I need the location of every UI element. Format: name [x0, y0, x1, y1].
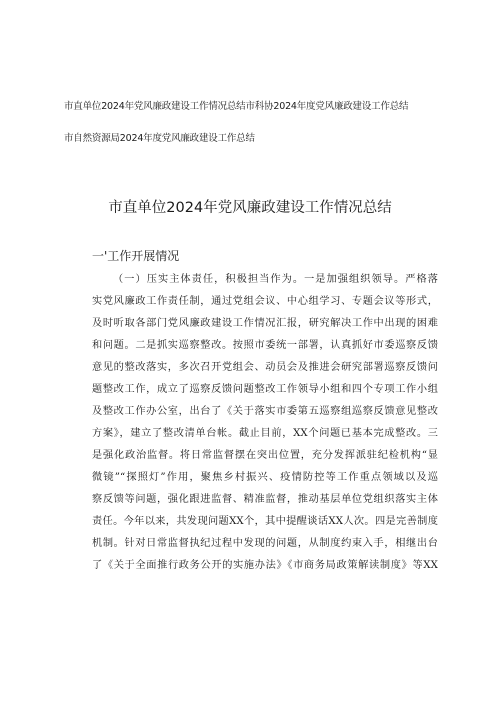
body-line: 是强化政治监督。将日常监督摆在突出位置，充分发挥派驻纪检机构“显 — [92, 450, 438, 461]
section-heading: 一'工作开展情况 — [92, 249, 180, 263]
body-line: 及时听取各部门党风廉政建设工作情况汇报，研究解决工作中出现的困难 — [92, 318, 438, 329]
body-line: 意见的整改落实，多次召开党组会、动员会及推进会研究部署巡察反馈问 — [92, 362, 438, 373]
toc-entry-1: 市直单位2024年党风廉政建设工作情况总结市科协2024年度党风廉政建设工作总结 — [64, 101, 409, 112]
body-paragraph — [92, 269, 438, 577]
table-of-contents — [64, 100, 444, 164]
body-line: 和问题。二是抓实巡察整改。按照市委统一部署，认真抓好市委巡察反馈 — [92, 340, 438, 351]
body-line: 题整改工作，成立了巡察反馈问题整改工作领导小组和四个专项工作小组 — [92, 384, 438, 395]
body-line: 方案》，建立了整改清单台帐。截止目前，XX个问题已基本完成整改。三 — [92, 428, 438, 439]
body-line: （一）压实主体责任，积极担当作为。一是加强组织领导。严格落 — [113, 274, 438, 285]
toc-entry-2: 市自然资源局2024年度党风廉政建设工作总结 — [64, 133, 255, 144]
body-line: 机制。针对日常监督执纪过程中发现的问题，从制度约束入手，相继出台 — [92, 538, 438, 549]
body-line: 实党风廉政工作责任制，通过党组会议、中心组学习、专题会议等形式， — [92, 296, 438, 307]
body-line: 及整改工作办公室，出台了《关于落实市委第五巡察组巡察反馈意见整改 — [92, 406, 438, 417]
body-line: 责任。今年以来，共发现问题XX个，其中提醒谈话XX人次。四是完善制度 — [92, 516, 438, 527]
body-line: 了《关于全面推行政务公开的实施办法》《市商务局政策解读制度》等XX — [92, 560, 438, 571]
body-line: 察反馈等问题，强化跟进监督、精准监督，推动基层单位党组织落实主体 — [92, 494, 438, 505]
document-title: 市直单位2024年党风廉政建设工作情况总结 — [108, 200, 392, 216]
body-line: 微镜”“探照灯”作用，聚焦乡村振兴、疫情防控等工作重点领域以及巡 — [92, 472, 438, 483]
